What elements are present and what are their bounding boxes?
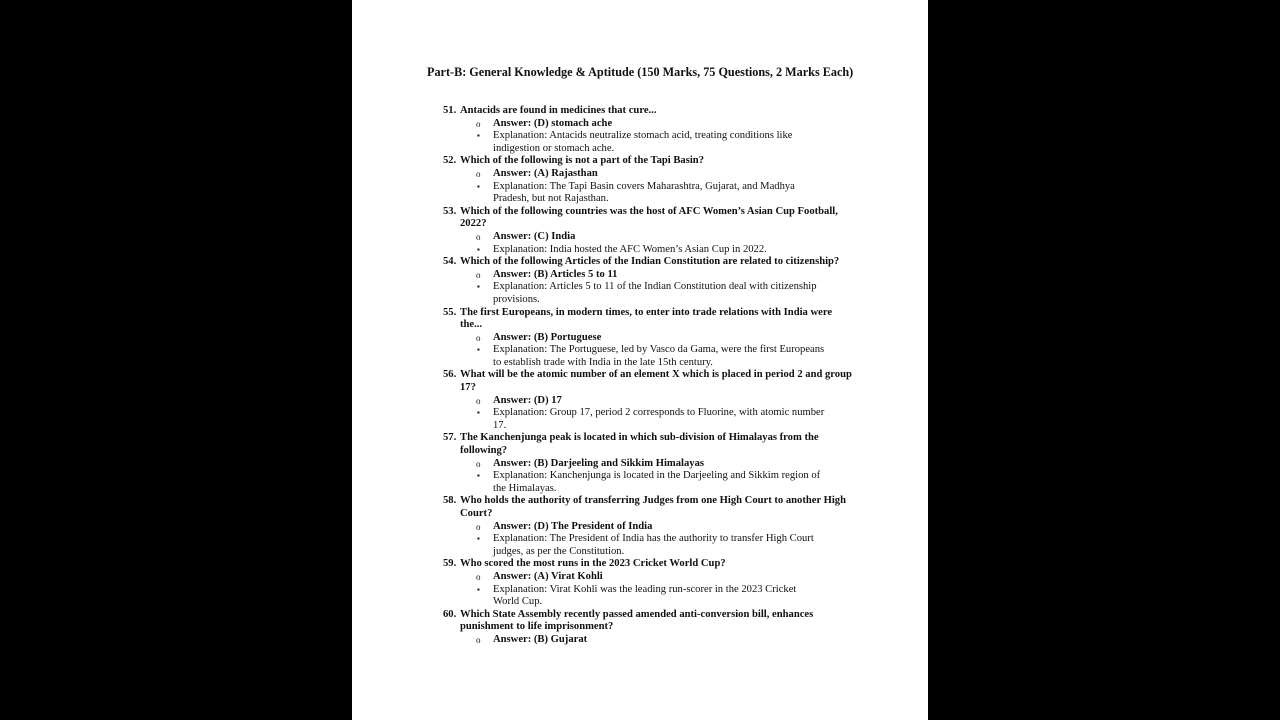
explanation-item [352, 584, 825, 609]
question-number: 53. [443, 205, 457, 217]
square-bullet-icon: ▪ [477, 131, 480, 141]
square-bullet-icon: ▪ [477, 244, 480, 254]
question-item [352, 206, 855, 256]
explanation-item [352, 281, 825, 306]
answer-item [352, 571, 893, 584]
question-list [352, 105, 928, 647]
answer-item [352, 521, 893, 534]
explanation-text: Explanation: India hosted the AFC Women’s Asian Cup in 2022. [493, 243, 767, 255]
question-text: Who scored the most runs in the 2023 Cricket World Cup? [460, 558, 726, 570]
answer-text: Answer: (B) Articles 5 to 11 [493, 268, 618, 280]
section-title: Part-B: General Knowledge & Aptitude (150 Marks, 75 Questions, 2 Marks Each) [427, 65, 854, 79]
square-bullet-icon: ▪ [477, 408, 480, 418]
question-number: 59. [443, 558, 457, 570]
explanation-text: Explanation: Group 17, period 2 corresponds to Fluorine, with atomic number 17. [493, 407, 825, 431]
answer-text: Answer: (D) stomach ache [493, 117, 613, 129]
square-bullet-icon: ▪ [477, 584, 480, 594]
answer-item [352, 118, 893, 131]
document-page [352, 0, 928, 720]
answer-text: Answer: (A) Rajasthan [493, 167, 598, 179]
question-number: 58. [443, 495, 457, 507]
hollow-bullet-icon: o [476, 634, 481, 645]
explanation-item [352, 181, 825, 206]
square-bullet-icon: ▪ [477, 534, 480, 544]
question-text: Which of the following countries was the host of AFC Women’s Asian Cup Football, 2022? [460, 205, 838, 230]
hollow-bullet-icon: o [476, 269, 481, 280]
question-number: 52. [443, 155, 457, 167]
hollow-bullet-icon: o [476, 521, 481, 532]
square-bullet-icon: ▪ [477, 181, 480, 191]
answer-item [352, 332, 893, 345]
question-item [352, 307, 855, 370]
question-text: The Kanchenjunga peak is located in which sub-division of Himalayas from the following? [460, 432, 819, 457]
explanation-item [352, 533, 825, 558]
answer-item [352, 168, 893, 181]
square-bullet-icon: ▪ [477, 282, 480, 292]
answer-text: Answer: (D) 17 [493, 394, 562, 406]
question-number: 57. [443, 432, 457, 444]
question-item [352, 369, 855, 432]
question-text: Antacids are found in medicines that cure... [460, 105, 657, 116]
hollow-bullet-icon: o [476, 395, 481, 406]
answer-item [352, 634, 893, 647]
question-number: 60. [443, 608, 457, 620]
explanation-item [352, 130, 825, 155]
question-number: 56. [443, 369, 457, 381]
answer-item [352, 458, 893, 471]
answer-item [352, 231, 893, 244]
hollow-bullet-icon: o [476, 118, 481, 129]
question-item [352, 558, 855, 608]
answer-text: Answer: (C) India [493, 230, 576, 242]
answer-text: Answer: (D) The President of India [493, 520, 653, 532]
answer-text: Answer: (B) Gujarat [493, 633, 588, 645]
question-item [352, 609, 855, 647]
hollow-bullet-icon: o [476, 168, 481, 179]
explanation-text: Explanation: Articles 5 to 11 of the Indian Constitution deal with citizenship provisions. [493, 281, 817, 305]
answer-item [352, 269, 893, 282]
question-item [352, 155, 855, 205]
explanation-text: Explanation: The Tapi Basin covers Maharashtra, Gujarat, and Madhya Pradesh, but not Rajasthan. [493, 180, 795, 205]
explanation-text: Explanation: Virat Kohli was the leading run-scorer in the 2023 Cricket World Cup. [493, 583, 797, 608]
answer-text: Answer: (B) Darjeeling and Sikkim Himalayas [493, 457, 704, 469]
question-item [352, 432, 855, 495]
question-text: The first Europeans, in modern times, to enter into trade relations with India were the... [460, 306, 833, 331]
explanation-text: Explanation: The Portuguese, led by Vasco da Gama, were the first Europeans to establish trade with India in the late 15th century. [493, 344, 825, 368]
hollow-bullet-icon: o [476, 458, 481, 469]
explanation-item [352, 344, 825, 369]
explanation-text: Explanation: The President of India has the authority to transfer High Court judges, as per the Constitution. [493, 533, 814, 557]
explanation-item [352, 407, 825, 432]
question-number: 51. [443, 105, 457, 116]
answer-text: Answer: (A) Virat Kohli [493, 570, 603, 582]
question-text: Which State Assembly recently passed amended anti-conversion bill, enhances punishment to life imprisonment? [460, 608, 814, 633]
answer-text: Answer: (B) Portuguese [493, 331, 602, 343]
question-item [352, 256, 855, 306]
question-text: Which of the following is not a part of the Tapi Basin? [460, 155, 704, 167]
question-text: Which of the following Articles of the Indian Constitution are related to citizenship? [460, 256, 840, 268]
question-item [352, 105, 855, 155]
square-bullet-icon: ▪ [477, 471, 480, 481]
explanation-text: Explanation: Kanchenjunga is located in the Darjeeling and Sikkim region of the Himalayas. [493, 470, 821, 494]
hollow-bullet-icon: o [476, 231, 481, 242]
square-bullet-icon: ▪ [477, 345, 480, 355]
question-number: 54. [443, 256, 457, 268]
explanation-item [352, 244, 825, 257]
question-text: What will be the atomic number of an element X which is placed in period 2 and group 17? [460, 369, 852, 394]
question-number: 55. [443, 306, 457, 318]
explanation-text: Explanation: Antacids neutralize stomach acid, treating conditions like indigestion or stomach ache. [493, 130, 793, 154]
answer-item [352, 395, 893, 408]
question-item [352, 495, 855, 558]
explanation-item [352, 470, 825, 495]
question-text: Who holds the authority of transferring Judges from one High Court to another High Court? [460, 495, 846, 519]
hollow-bullet-icon: o [476, 571, 481, 582]
hollow-bullet-icon: o [476, 332, 481, 343]
